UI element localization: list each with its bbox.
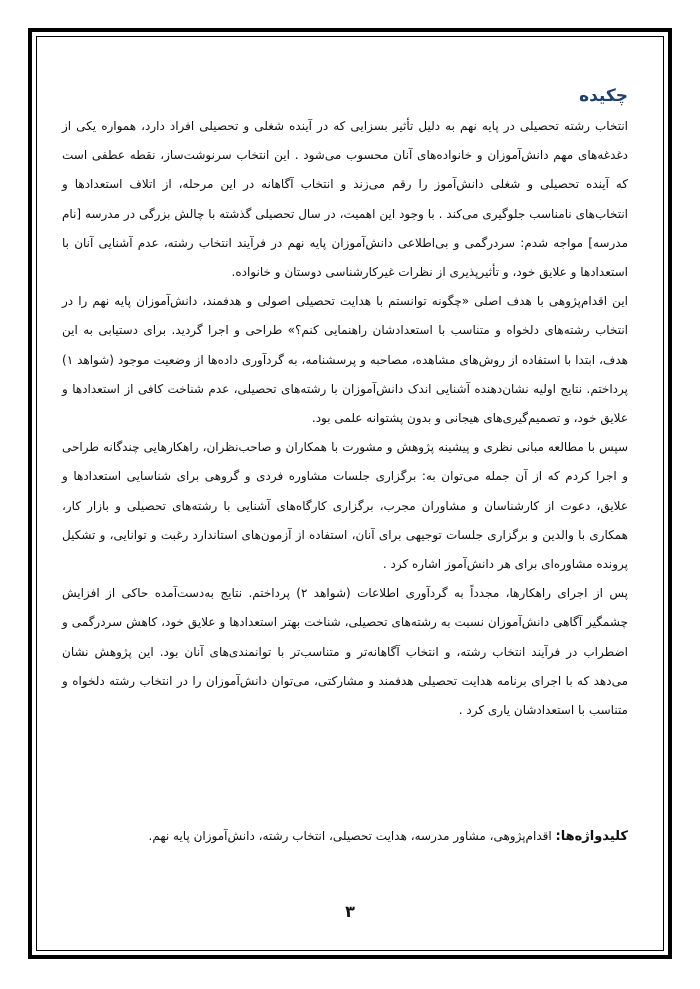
- keywords-text: اقدام‌پژوهی، مشاور مدرسه، هدایت تحصیلی، انتخاب رشته، دانش‌آموزان پایه نهم.: [148, 829, 556, 843]
- abstract-paragraph-1: انتخاب رشته تحصیلی در پایه نهم به دلیل تأثیر بسزایی که در آینده شغلی و تحصیلی افراد دارد، همواره یکی از دغدغه‌های مهم دانش‌آموزان و خانواده‌های آنان محسوب می‌شود . این انتخاب سرنوشت‌ساز، نقطه عطفی است که آینده تحصیلی و شغلی دانش‌آموز را رقم می‌زند و انتخاب آگاهانه در این مرحله، از اتلاف استعدادها و انتخاب‌های نامناسب جلوگیری می‌کند . با وجود این اهمیت، در سال تحصیلی گذشته با چالش بزرگی در مدرسه [نام مدرسه] مواجه شدم: سردرگمی و بی‌اطلاعی دانش‌آموزان پایه نهم در فرآیند انتخاب رشته، عدم آشنایی آنان با استعدادها و علایق خود، و تأثیرپذیری از نظرات غیرکارشناسی دوستان و خانواده.: [62, 119, 628, 280]
- abstract-paragraph-4: پس از اجرای راهکارها، مجدداً به گردآوری اطلاعات (شواهد ۲) پرداختم. نتایج به‌دست‌آمده حاکی از افزایش چشمگیر آگاهی دانش‌آموزان نسبت به رشته‌های تحصیلی، شناخت بهتر استعدادها و علایق خود، کاهش سردرگمی و اضطراب در فرآیند انتخاب رشته، و انتخاب آگاهانه‌تر و متناسب‌تر با توانمندی‌های آنان بود. این پژوهش نشان می‌دهد که با اجرای برنامه هدایت تحصیلی هدفمند و مشارکتی، می‌توان دانش‌آموزان را در انتخاب رشته دلخواه و متناسب با استعدادشان یاری کرد .: [62, 586, 629, 718]
- abstract-section: [62, 86, 628, 725]
- keywords-line: [62, 822, 628, 851]
- abstract-paragraph-2: این اقدام‌پژوهی با هدف اصلی «چگونه توانستم با هدایت تحصیلی اصولی و هدفمند، دانش‌آموزان پایه نهم را در انتخاب رشته‌های دلخواه و متناسب با استعدادشان راهنمایی کنم؟» طراحی و اجرا گردید. برای دستیابی به این هدف، ابتدا با استفاده از روش‌های مشاهده، مصاحبه و پرسشنامه، به گردآوری داده‌ها از وضعیت موجود (شواهد ۱) پرداختم. نتایج اولیه نشان‌دهنده آشنایی اندک دانش‌آموزان با رشته‌های تحصیلی، عدم شناخت کافی از استعدادها و علایق خود، و تصمیم‌گیری‌های هیجانی و بدون پشتوانه علمی بود.: [62, 294, 628, 426]
- abstract-paragraph-3: سپس با مطالعه مبانی نظری و پیشینه پژوهش و مشورت با همکاران و صاحب‌نظران، راهکارهایی چندگانه طراحی و اجرا کردم که از آن جمله می‌توان به: برگزاری جلسات مشاوره فردی و گروهی برای شناسایی استعدادها و علایق، دعوت از کارشناسان و مشاوران مجرب، برگزاری کارگاه‌های آشنایی با رشته‌های تحصیلی و بازار کار، همکاری با والدین و برگزاری جلسات توجیهی برای آنان، استفاده از آزمون‌های استاندارد رغبت و توانایی، و تشکیل پرونده مشاوره‌ای برای هر دانش‌آموز اشاره کرد .: [62, 440, 628, 572]
- abstract-heading: چکیده: [579, 86, 628, 106]
- page-number: ۳: [345, 902, 355, 921]
- keywords-label: کلیدواژه‌ها:: [555, 829, 628, 844]
